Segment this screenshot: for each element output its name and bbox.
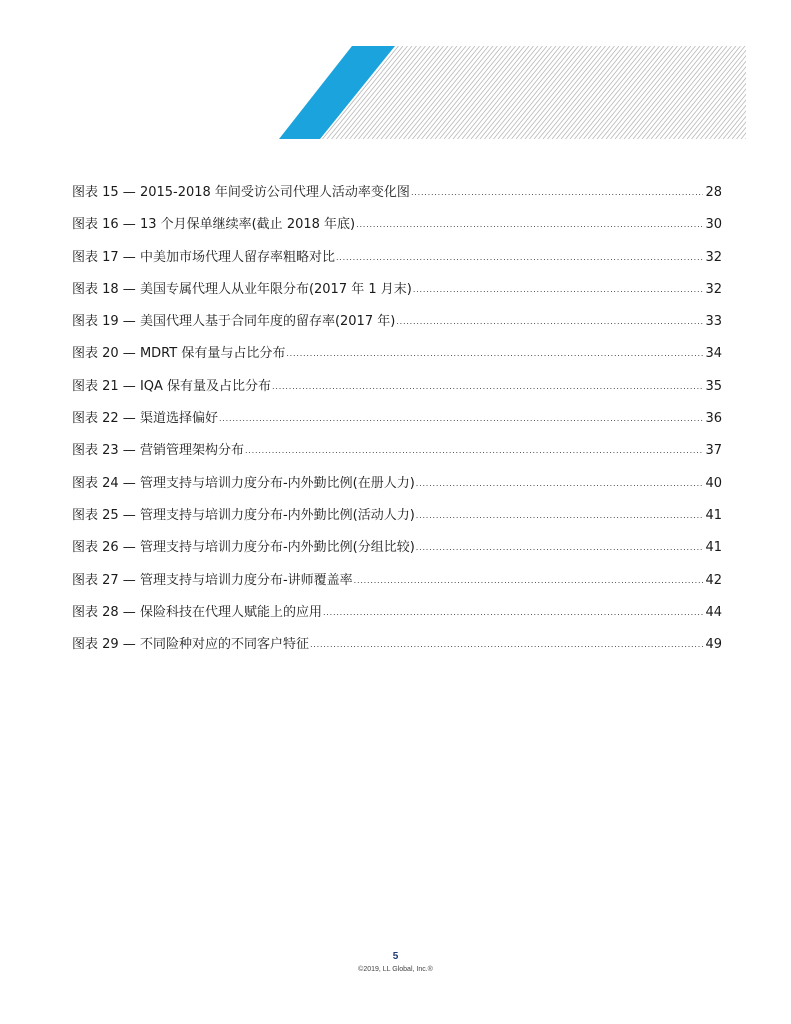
toc-entry-title: 图表 20 — MDRT 保有量与占比分布 [72,346,286,362]
toc-entry-title: 图表 16 — 13 个月保单继续率(截止 2018 年底) [72,217,356,233]
hatch-line [755,46,791,139]
toc-entry-page: 32 [705,249,722,265]
header-stripes-graphic [0,0,791,150]
toc-dot-leader [416,480,703,488]
toc-entry-page: 30 [705,217,722,233]
toc-entry-page: 28 [705,185,722,200]
toc-entry[interactable] [72,278,722,310]
toc-entry-page: 49 [705,637,722,653]
toc-entry[interactable] [72,569,722,601]
blue-accent-stripe [279,46,395,139]
hatch-line [768,46,791,139]
toc-dot-leader [323,609,703,617]
toc-entry[interactable] [72,246,722,278]
toc-dot-leader [416,512,703,520]
toc-entry-page: 40 [705,475,722,491]
toc-entry-page: 34 [705,346,722,362]
hatch-line [764,46,791,139]
toc-entry[interactable] [72,472,722,504]
toc-entry[interactable] [72,504,722,536]
hatch-line [750,46,791,139]
toc-entry-title: 图表 28 — 保险科技在代理人赋能上的应用 [72,604,322,620]
toc-entry-title: 图表 15 — 2015-2018 年间受访公司代理人活动率变化图 [72,185,410,200]
toc-entry-title: 图表 18 — 美国专属代理人从业年限分布(2017 年 1 月末) [72,281,412,297]
table-of-figures [72,181,722,665]
hatch-line [732,46,791,139]
toc-dot-leader [219,415,703,423]
toc-entry[interactable] [72,439,722,471]
toc-entry-page: 44 [705,604,722,620]
toc-dot-leader [356,221,703,229]
toc-entry[interactable] [72,375,722,407]
toc-entry-title: 图表 29 — 不同险种对应的不同客户特征 [72,637,309,653]
toc-entry-page: 32 [705,281,722,297]
toc-entry-title: 图表 27 — 管理支持与培训力度分布-讲师覆盖率 [72,572,353,588]
toc-entry[interactable] [72,633,722,665]
hatch-line [759,46,791,139]
toc-entry[interactable] [72,213,722,245]
toc-dot-leader [354,577,703,585]
hatch-line [728,46,791,139]
toc-dot-leader [245,447,703,455]
toc-entry-page: 33 [705,314,722,330]
hatch-line [777,46,791,139]
toc-entry-page: 37 [705,443,722,459]
toc-entry-page: 42 [705,572,722,588]
toc-dot-leader [413,286,703,294]
page-footer [0,950,791,976]
toc-entry-title: 图表 24 — 管理支持与培训力度分布-内外勤比例(在册人力) [72,475,415,491]
hatch-line [786,46,791,139]
toc-dot-leader [396,318,703,326]
toc-entry-title: 图表 25 — 管理支持与培训力度分布-内外勤比例(活动人力) [72,507,415,523]
toc-entry[interactable] [72,342,722,374]
hatch-line [737,46,791,139]
toc-entry-page: 41 [705,540,722,556]
toc-entry[interactable] [72,407,722,439]
toc-entry-page: 35 [705,378,722,394]
toc-entry-page: 36 [705,411,722,427]
toc-dot-leader [336,254,703,262]
hatch-line [782,46,791,139]
hatch-line [773,46,791,139]
toc-dot-leader [310,641,703,649]
hatch-line [746,46,791,139]
header-decoration [0,0,791,150]
toc-dot-leader [416,544,703,552]
toc-entry-title: 图表 23 — 营销管理架构分布 [72,443,244,459]
toc-entry-title: 图表 19 — 美国代理人基于合同年度的留存率(2017 年) [72,314,396,330]
toc-entry-page: 41 [705,507,722,523]
toc-entry[interactable] [72,536,722,568]
toc-entry[interactable] [72,601,722,633]
toc-dot-leader [272,383,703,391]
toc-entry-title: 图表 26 — 管理支持与培训力度分布-内外勤比例(分组比较) [72,540,415,556]
toc-entry[interactable] [72,310,722,342]
toc-dot-leader [286,350,703,358]
toc-entry-title: 图表 17 — 中美加市场代理人留存率粗略对比 [72,249,335,265]
copyright-notice: ©2019, LL Global, Inc.® [358,966,433,973]
hatch-line [741,46,791,139]
page-number: 5 [392,951,399,962]
toc-entry-title: 图表 21 — IQA 保有量及占比分布 [72,378,272,394]
toc-entry-title: 图表 22 — 渠道选择偏好 [72,411,218,427]
toc-entry[interactable] [72,181,722,213]
toc-dot-leader [411,189,703,197]
